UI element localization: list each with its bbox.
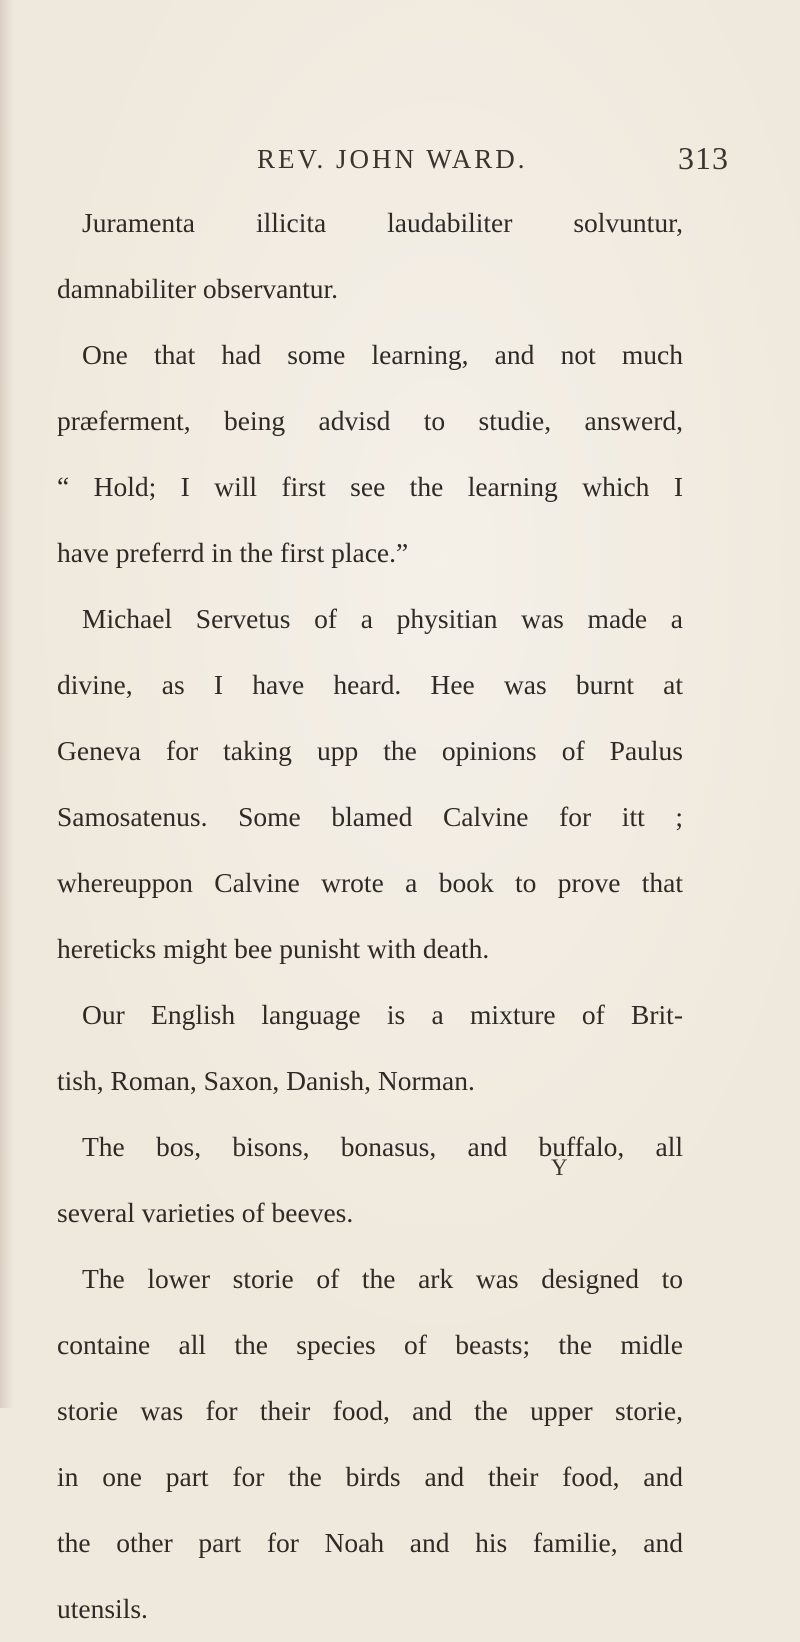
running-head [0,140,800,184]
text-line: storie was for their food, and the upper storie, [57,1395,683,1426]
paragraph [57,1246,683,1642]
text-line: præferment, being advisd to studie, answerd, [57,405,683,436]
paragraph [57,982,683,1114]
text-line: The lower storie of the ark was designed to [82,1263,683,1294]
text-line: containe all the species of beasts; the midle [57,1329,683,1360]
paragraph [57,1114,683,1246]
text-line: divine, as I have heard. Hee was burnt at [57,669,683,700]
text-line: Juramenta illicita laudabiliter solvuntur, [82,207,683,238]
text-line: Our English language is a mixture of Brit- [82,999,683,1030]
page-gutter-shadow [0,0,14,1408]
paragraph [57,586,683,982]
page-number: 313 [678,140,729,176]
text-line: the other part for Noah and his familie, and [57,1527,683,1558]
body-text [57,190,683,1642]
text-line: in one part for the birds and their food, and [57,1461,683,1492]
text-line: Geneva for taking upp the opinions of Paulus [57,735,683,766]
text-line: whereuppon Calvine wrote a book to prove that [57,867,683,898]
running-head-title: REV. JOHN WARD. [257,144,528,174]
text-line: One that had some learning, and not much [82,339,683,370]
text-line: hereticks might bee punisht with death. [57,933,490,964]
paragraph [57,190,683,322]
text-line: tish, Roman, Saxon, Danish, Norman. [57,1065,475,1096]
text-line: “ Hold; I will first see the learning which I [57,471,683,502]
text-line: damnabiliter observantur. [57,273,339,304]
text-line: have preferrd in the first place.” [57,537,409,568]
signature-mark: Y [551,1155,568,1180]
text-line: The bos, bisons, bonasus, and buffalo, all [82,1131,683,1162]
text-line: Samosatenus. Some blamed Calvine for itt ; [57,801,683,832]
text-line: utensils. [57,1593,148,1624]
text-line: several varieties of beeves. [57,1197,354,1228]
paragraph [57,322,683,586]
text-line: Michael Servetus of a physitian was made a [82,603,683,634]
